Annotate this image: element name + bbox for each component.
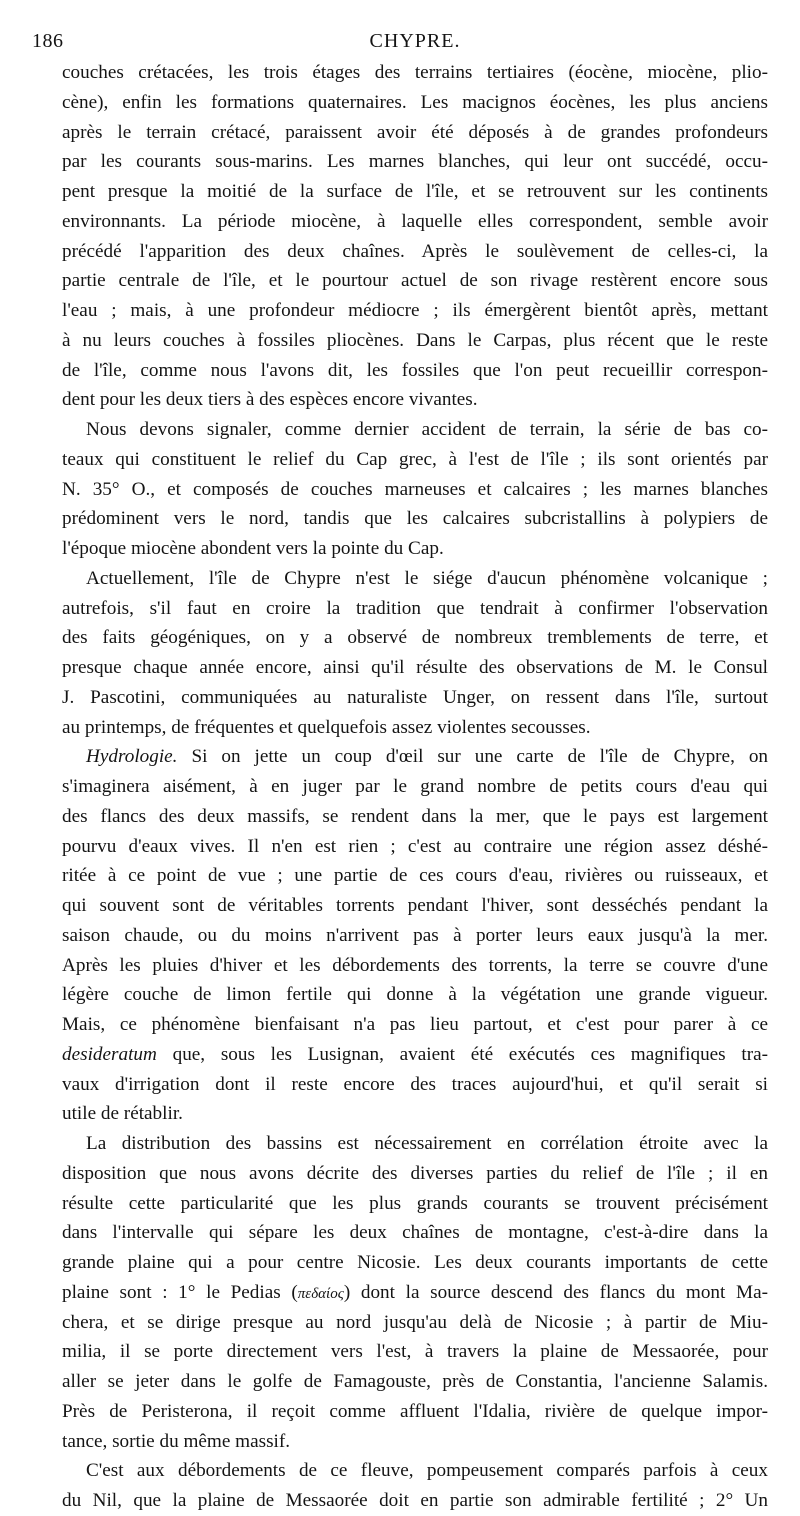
text-line: du Nil, que la plaine de Messaorée doit en partie son admirable fertilité ; 2° Un (62, 1490, 768, 1511)
text-line: partie centrale de l'île, et le pourtour actuel de son rivage restèrent encore sous (62, 270, 768, 292)
running-title: CHYPRE. (369, 30, 461, 52)
text-line-rest: que, sous les Lusignan, avaient été exécutés ces magnifiques tra- (172, 1043, 768, 1065)
body-text (62, 58, 768, 1516)
text-line: Après les pluies d'hiver et les débordements des torrents, la terre se couvre d'une (62, 954, 768, 976)
text-line: La distribution des bassins est nécessairement en corrélation étroite avec la (86, 1133, 768, 1154)
running-head (32, 28, 768, 58)
italic-desideratum: desideratum (62, 1043, 157, 1065)
text-line: Mais, ce phénomène bienfaisant n'a pas lieu partout, et c'est pour parer à ce (62, 1014, 768, 1035)
text-line: disposition que nous avons décrite des diverses parties du relief de l'île ; il en (62, 1162, 768, 1184)
text-line-start: plaine sont : 1° le Pedias ( (62, 1281, 298, 1303)
text-line: presque chaque année encore, ainsi qu'il résulte des observations de M. le Consul (62, 657, 768, 678)
text-line: N. 35° O., et composés de couches marneuses et calcaires ; les marnes blanches (62, 478, 768, 500)
page-number: 186 (32, 30, 64, 52)
text-line: utile de rétablir. (62, 1103, 183, 1125)
text-line: précédé l'apparition des deux chaînes. Après le soulèvement de celles-ci, la (62, 240, 768, 262)
text-line: l'époque miocène abondent vers la pointe du Cap. (62, 538, 444, 559)
text-line: tance, sortie du même massif. (62, 1430, 291, 1452)
text-line: aller se jeter dans le golfe de Famagouste, près de Constantia, l'ancienne Salamis. (62, 1371, 768, 1392)
text-line: de l'île, comme nous l'avons dit, les fossiles que l'on peut recueillir correspon- (62, 359, 768, 381)
text-line: C'est aux débordements de ce fleuve, pompeusement comparés parfois à ceux (86, 1460, 768, 1482)
text-line: ritée à ce point de vue ; une partie de ces cours d'eau, rivières ou ruisseaux, et (62, 865, 768, 887)
text-line (62, 742, 768, 772)
text-line: résulte cette particularité que les plus grands courants se trouvent précisément (62, 1192, 768, 1214)
text-line: pent presque la moitié de la surface de l'île, et se retrouvent sur les continents (62, 181, 768, 202)
text-line: des faits géogéniques, on y a observé de nombreux tremblements de terre, et (62, 627, 768, 649)
text-line: à nu leurs couches à fossiles pliocènes. Dans le Carpas, plus récent que le reste (62, 329, 768, 351)
text-line: J. Pascotini, communiquées au naturaliste Unger, on ressent dans l'île, surtout (62, 686, 768, 708)
book-page (32, 28, 768, 1516)
text-line: grande plaine qui a pour centre Nicosie. Les deux courants importants de cette (62, 1252, 768, 1273)
text-line: chera, et se dirige presque au nord jusqu'au delà de Nicosie ; à partir de Miu- (62, 1311, 768, 1333)
text-line: cène), enfin les formations quaternaires. Les macignos éocènes, les plus anciens (62, 91, 768, 113)
text-line-rest: ) dont la source descend des flancs du mont Ma- (343, 1281, 768, 1303)
text-line: après le terrain crétacé, paraissent avoir été déposés à de grandes profondeurs (62, 121, 768, 143)
text-line: pourvu d'eaux vives. Il n'en est rien ; c'est au contraire une région assez déshé- (62, 835, 768, 857)
text-line: s'imaginera aisément, à en juger par le grand nombre de petits cours d'eau qui (62, 776, 768, 797)
text-line: dans l'intervalle qui sépare les deux chaînes de montagne, c'est-à-dire dans la (62, 1222, 768, 1244)
text-line: Nous devons signaler, comme dernier accident de terrain, la série de bas co- (86, 419, 768, 440)
text-line: environnants. La période miocène, à laquelle elles correspondent, semble avoir (62, 210, 768, 232)
text-line-rest: Si on jette un coup d'œil sur une carte de l'île de Chypre, on (191, 746, 768, 768)
text-line: couches crétacées, les trois étages des terrains tertiaires (éocène, miocène, plio- (62, 62, 768, 83)
section-heading-hydrologie: Hydrologie. (86, 746, 178, 768)
text-line (62, 1278, 768, 1308)
greek-word-pedias: πεδαίος (297, 1285, 344, 1302)
text-line: milia, il se porte directement vers l'est, à travers la plaine de Messaorée, pour (62, 1341, 768, 1363)
text-line: vaux d'irrigation dont il reste encore des traces aujourd'hui, et qu'il serait si (62, 1073, 768, 1095)
text-line: dent pour les deux tiers à des espèces encore vivantes. (62, 389, 478, 411)
text-line: au printemps, de fréquentes et quelquefois assez violentes secousses. (62, 716, 591, 738)
text-line: Actuellement, l'île de Chypre n'est le siége d'aucun phénomène volcanique ; (86, 567, 768, 589)
text-line: légère couche de limon fertile qui donne à la végétation une grande vigueur. (62, 984, 768, 1006)
text-line: teaux qui constituent le relief du Cap grec, à l'est de l'île ; ils sont orientés par (62, 448, 768, 470)
text-line: l'eau ; mais, à une profondeur médiocre ; ils émergèrent bientôt après, mettant (62, 300, 768, 321)
text-line: des flancs des deux massifs, se rendent dans la mer, que le pays est largement (62, 805, 768, 827)
text-line: par les courants sous-marins. Les marnes blanches, qui leur ont succédé, occu- (62, 151, 768, 173)
text-line: prédominent vers le nord, tandis que les calcaires subcristallins à polypiers de (62, 508, 768, 530)
text-line: saison chaude, ou du moins n'arrivent pas à porter leurs eaux jusqu'à la mer. (62, 924, 768, 946)
text-line: autrefois, s'il faut en croire la tradition que tendrait à confirmer l'observation (62, 597, 768, 619)
text-line: qui souvent sont de véritables torrents pendant l'hiver, sont desséchés pendant la (62, 895, 768, 916)
text-line: Près de Peristerona, il reçoit comme affluent l'Idalia, rivière de quelque impor- (62, 1400, 768, 1422)
text-line (62, 1040, 768, 1070)
